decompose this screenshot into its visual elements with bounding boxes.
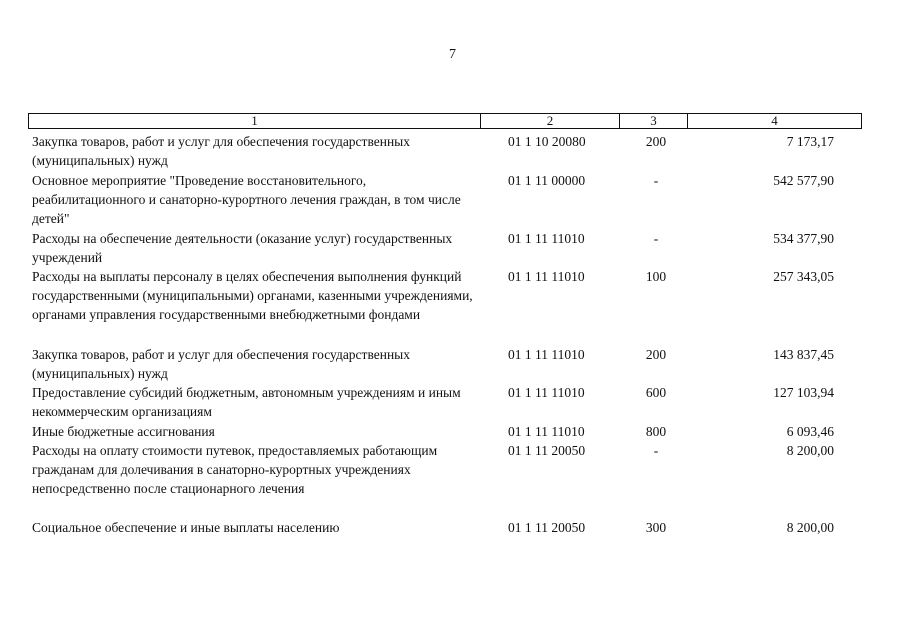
row-expense-type: - — [653, 443, 659, 458]
header-col-2: 2 — [481, 114, 620, 128]
row-code: 01 1 11 11010 — [508, 347, 585, 362]
row-expense-type: - — [653, 231, 659, 246]
row-code: 01 1 11 11010 — [508, 231, 585, 246]
header-col-3: 3 — [620, 114, 688, 128]
row-expense-type: 200 — [645, 347, 667, 362]
header-col-1: 1 — [29, 114, 481, 128]
row-description: Предоставление субсидий бюджетным, автономным учреждениям и иным некоммерческим организациям — [32, 385, 461, 419]
row-code: 01 1 11 11010 — [508, 424, 585, 439]
row-amount: 6 093,46 — [786, 424, 834, 439]
row-expense-type: 600 — [645, 385, 667, 400]
row-description: Расходы на оплату стоимости путевок, предоставляемых работающим гражданам для долечивания в санаторно-курортных учреждениях непосредственно после стационарного лечения — [32, 443, 438, 496]
row-code: 01 1 11 00000 — [508, 173, 586, 188]
row-amount: 8 200,00 — [786, 520, 834, 535]
row-amount: 127 103,94 — [773, 385, 834, 400]
header-col-4: 4 — [771, 113, 778, 128]
row-code: 01 1 11 11010 — [508, 385, 585, 400]
row-code: 01 1 11 11010 — [508, 269, 585, 284]
row-code: 01 1 10 20080 — [508, 134, 586, 149]
row-description: Расходы на обеспечение деятельности (оказание услуг) государственных учреждений — [32, 231, 453, 265]
row-code: 01 1 11 20050 — [508, 443, 586, 458]
row-description: Расходы на выплаты персоналу в целях обеспечения выполнения функций государственными (муниципальными) органами, казенными учреждениями, органами управления государственными внебюджетными фондами — [32, 269, 473, 322]
row-amount: 542 577,90 — [773, 173, 834, 188]
row-description: Социальное обеспечение и иные выплаты населению — [32, 520, 340, 535]
row-description: Закупка товаров, работ и услуг для обеспечения государственных (муниципальных) нужд — [32, 134, 411, 168]
row-amount: 8 200,00 — [786, 443, 834, 458]
row-amount: 7 173,17 — [786, 134, 834, 149]
table-header — [28, 113, 862, 129]
row-code: 01 1 11 20050 — [508, 520, 586, 535]
row-expense-type: 300 — [645, 520, 667, 535]
row-expense-type: 200 — [645, 134, 667, 149]
row-expense-type: 100 — [645, 269, 667, 284]
row-amount: 534 377,90 — [773, 231, 834, 246]
page-number: 7 — [449, 47, 456, 62]
row-description: Закупка товаров, работ и услуг для обеспечения государственных (муниципальных) нужд — [32, 347, 411, 381]
row-amount: 143 837,45 — [773, 347, 834, 362]
row-expense-type: - — [653, 173, 659, 188]
row-expense-type: 800 — [645, 424, 667, 439]
row-description: Иные бюджетные ассигнования — [32, 424, 215, 439]
row-amount: 257 343,05 — [773, 269, 834, 284]
row-description: Основное мероприятие "Проведение восстановительного, реабилитационного и санаторно-курортного лечения граждан, в том числе детей" — [32, 173, 461, 226]
